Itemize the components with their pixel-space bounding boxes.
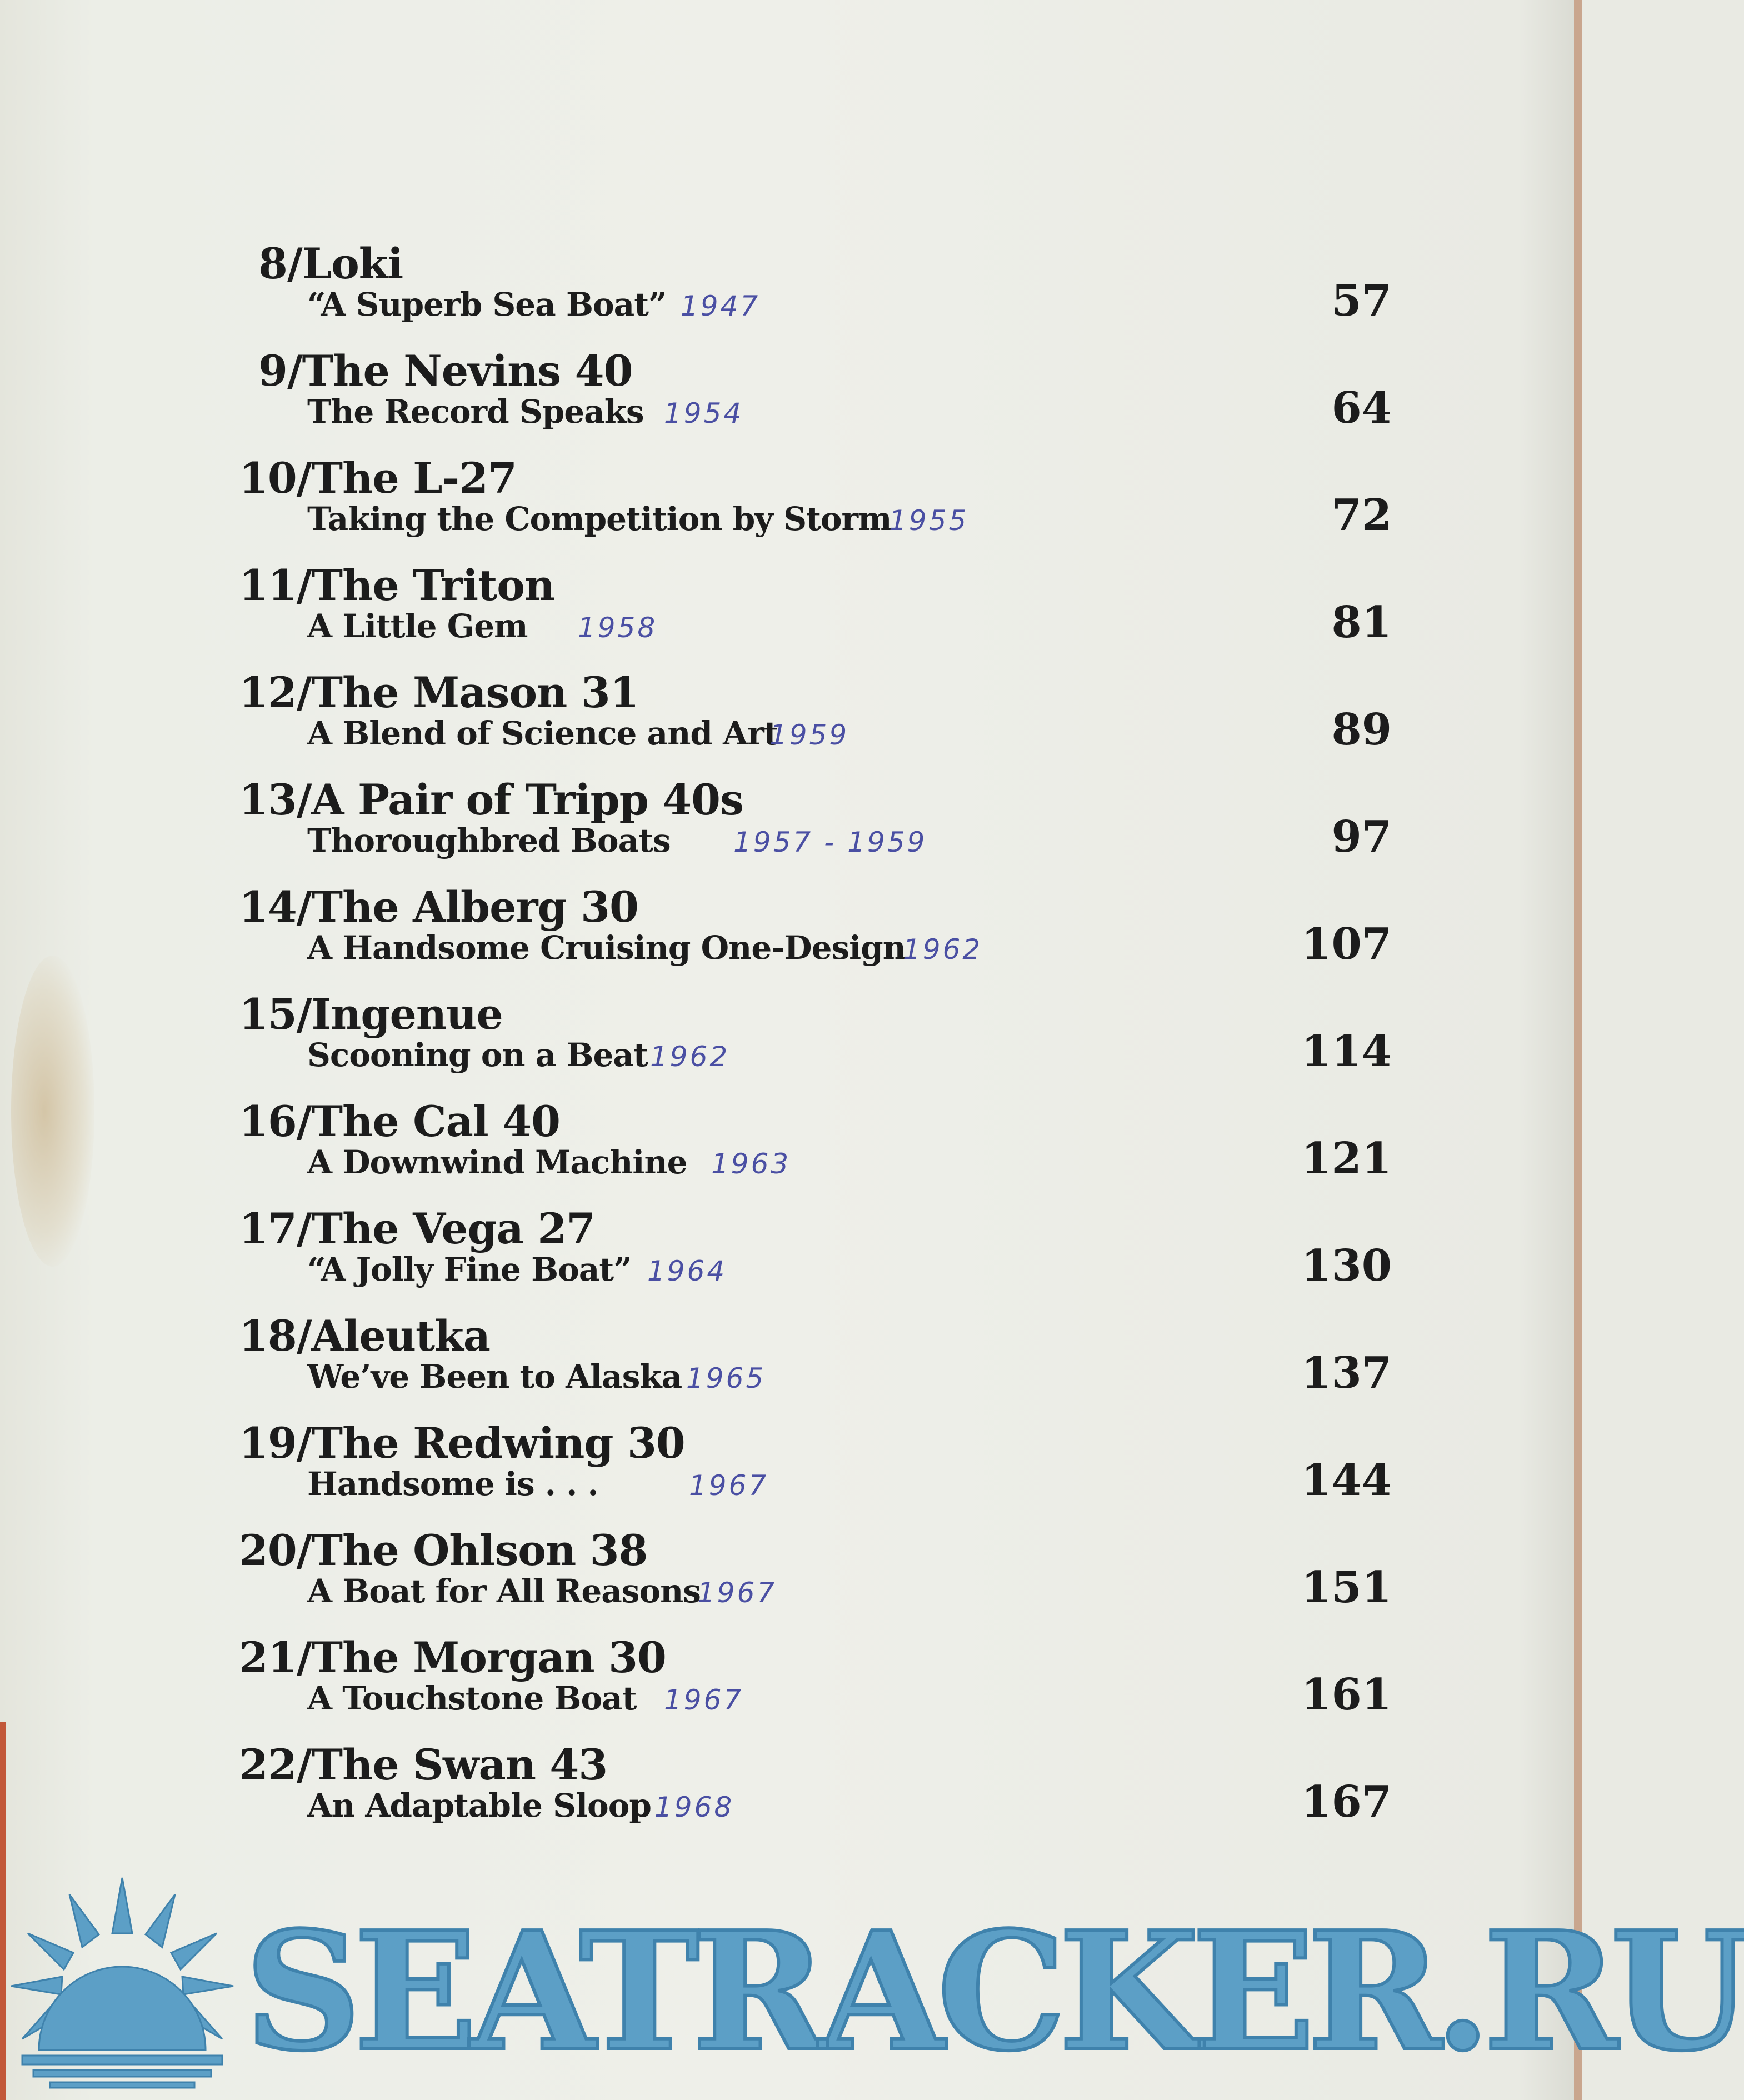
page-number: 97	[1331, 812, 1392, 862]
entry-title	[239, 1418, 685, 1468]
chapter-title: The Nevins 40	[302, 346, 633, 396]
chapter-number: 21/	[239, 1633, 312, 1682]
chapter-number: 15/	[239, 989, 312, 1039]
chapter-subtitle: The Record Speaks	[307, 393, 644, 431]
table-of-contents	[0, 239, 1582, 1847]
page-number: 130	[1301, 1241, 1392, 1291]
page-number: 167	[1301, 1777, 1392, 1827]
entry-title	[239, 882, 638, 932]
entry-title	[258, 346, 632, 396]
entry-title	[239, 561, 554, 611]
chapter-subtitle: “A Jolly Fine Boat”	[307, 1251, 632, 1288]
chapter-title: Loki	[302, 239, 403, 288]
sun-icon	[6, 1872, 239, 2094]
chapter-number: 19/	[239, 1418, 312, 1468]
handwritten-year: 1963	[711, 1148, 791, 1180]
page-number: 89	[1331, 704, 1392, 755]
page-number: 121	[1301, 1133, 1392, 1184]
entry-title	[239, 1526, 647, 1576]
toc-entry	[0, 668, 1582, 775]
toc-entry	[0, 1526, 1582, 1633]
chapter-number: 10/	[239, 453, 312, 503]
chapter-title: The Redwing 30	[311, 1418, 685, 1468]
toc-entry	[0, 1097, 1582, 1204]
chapter-number: 17/	[239, 1204, 312, 1253]
toc-entry	[0, 989, 1582, 1097]
toc-entry	[0, 1204, 1582, 1311]
entry-title	[239, 1097, 560, 1147]
handwritten-year: 1958	[578, 612, 658, 644]
handwritten-year: 1959	[769, 719, 849, 751]
chapter-title: The Mason 31	[311, 668, 639, 717]
toc-entry	[0, 1311, 1582, 1418]
chapter-subtitle: A Handsome Cruising One-Design	[307, 929, 906, 967]
page-number: 161	[1301, 1669, 1392, 1720]
handwritten-year: 1964	[647, 1255, 727, 1287]
handwritten-year: 1962	[650, 1041, 730, 1073]
handwritten-year: 1965	[686, 1362, 766, 1394]
page-number: 137	[1301, 1348, 1392, 1398]
handwritten-year: 1967	[664, 1684, 744, 1716]
handwritten-year: 1954	[664, 397, 744, 429]
chapter-number: 14/	[239, 882, 312, 932]
chapter-subtitle: Scooning on a Beat	[307, 1036, 648, 1074]
chapter-number: 9/	[258, 346, 302, 396]
chapter-title: Aleutka	[311, 1311, 490, 1361]
chapter-subtitle: A Blend of Science and Art	[307, 714, 778, 752]
chapter-title: The Vega 27	[311, 1204, 596, 1253]
watermark	[0, 1861, 1744, 2100]
chapter-subtitle: “A Superb Sea Boat”	[307, 286, 667, 323]
handwritten-year: 1957 - 1959	[733, 826, 927, 858]
handwritten-year: 1947	[681, 290, 761, 322]
chapter-subtitle: A Downwind Machine	[307, 1143, 687, 1181]
watermark-text: SEATRACKER.RU	[244, 1896, 1744, 2087]
entry-title	[239, 989, 503, 1039]
entry-title	[239, 1204, 595, 1254]
page-number: 114	[1301, 1026, 1392, 1077]
chapter-title: The Cal 40	[311, 1097, 560, 1146]
chapter-subtitle: A Touchstone Boat	[307, 1679, 637, 1717]
handwritten-year: 1968	[654, 1791, 734, 1823]
toc-entry	[0, 239, 1582, 346]
chapter-number: 22/	[239, 1740, 312, 1789]
chapter-title: A Pair of Tripp 40s	[311, 775, 743, 824]
chapter-title: The Ohlson 38	[311, 1526, 648, 1575]
entry-title	[239, 668, 638, 718]
toc-entry	[0, 561, 1582, 668]
entry-title	[239, 453, 517, 503]
entry-title	[258, 239, 403, 289]
handwritten-year: 1967	[697, 1577, 777, 1609]
chapter-number: 11/	[239, 561, 312, 610]
chapter-title: The Swan 43	[311, 1740, 608, 1789]
chapter-subtitle: An Adaptable Sloop	[307, 1787, 651, 1824]
entry-title	[239, 1311, 490, 1361]
chapter-title: The Triton	[311, 561, 555, 610]
chapter-subtitle: Taking the Competition by Storm	[307, 500, 892, 538]
chapter-subtitle: A Boat for All Reasons	[307, 1572, 701, 1610]
page-number: 64	[1331, 383, 1392, 433]
page-number: 144	[1301, 1455, 1392, 1506]
chapter-subtitle: Handsome is . . .	[307, 1465, 598, 1503]
handwritten-year: 1962	[903, 933, 983, 966]
toc-entry	[0, 346, 1582, 453]
entry-title	[239, 775, 743, 825]
chapter-number: 13/	[239, 775, 312, 824]
page-number: 72	[1331, 490, 1392, 541]
entry-title	[239, 1633, 666, 1683]
handwritten-year: 1955	[889, 504, 969, 537]
chapter-subtitle: We’ve Been to Alaska	[307, 1358, 682, 1396]
page-number: 57	[1331, 276, 1392, 326]
chapter-title: Ingenue	[311, 989, 503, 1039]
toc-entry	[0, 453, 1582, 561]
chapter-number: 16/	[239, 1097, 312, 1146]
toc-entry	[0, 882, 1582, 989]
chapter-title: The Alberg 30	[311, 882, 638, 932]
chapter-number: 12/	[239, 668, 312, 717]
chapter-subtitle: A Little Gem	[307, 607, 528, 645]
entry-title	[239, 1740, 607, 1790]
chapter-number: 8/	[258, 239, 302, 288]
page-number: 81	[1331, 597, 1392, 648]
chapter-number: 20/	[239, 1526, 312, 1575]
chapter-subtitle: Thoroughbred Boats	[307, 822, 671, 859]
handwritten-year: 1967	[689, 1469, 769, 1502]
chapter-title: The Morgan 30	[311, 1633, 666, 1682]
toc-entry	[0, 1740, 1582, 1847]
chapter-number: 18/	[239, 1311, 312, 1361]
toc-entry	[0, 1633, 1582, 1740]
chapter-title: The L-27	[311, 453, 517, 503]
toc-entry	[0, 775, 1582, 882]
toc-entry	[0, 1418, 1582, 1526]
page-number: 151	[1301, 1562, 1392, 1613]
page-number: 107	[1301, 919, 1392, 969]
